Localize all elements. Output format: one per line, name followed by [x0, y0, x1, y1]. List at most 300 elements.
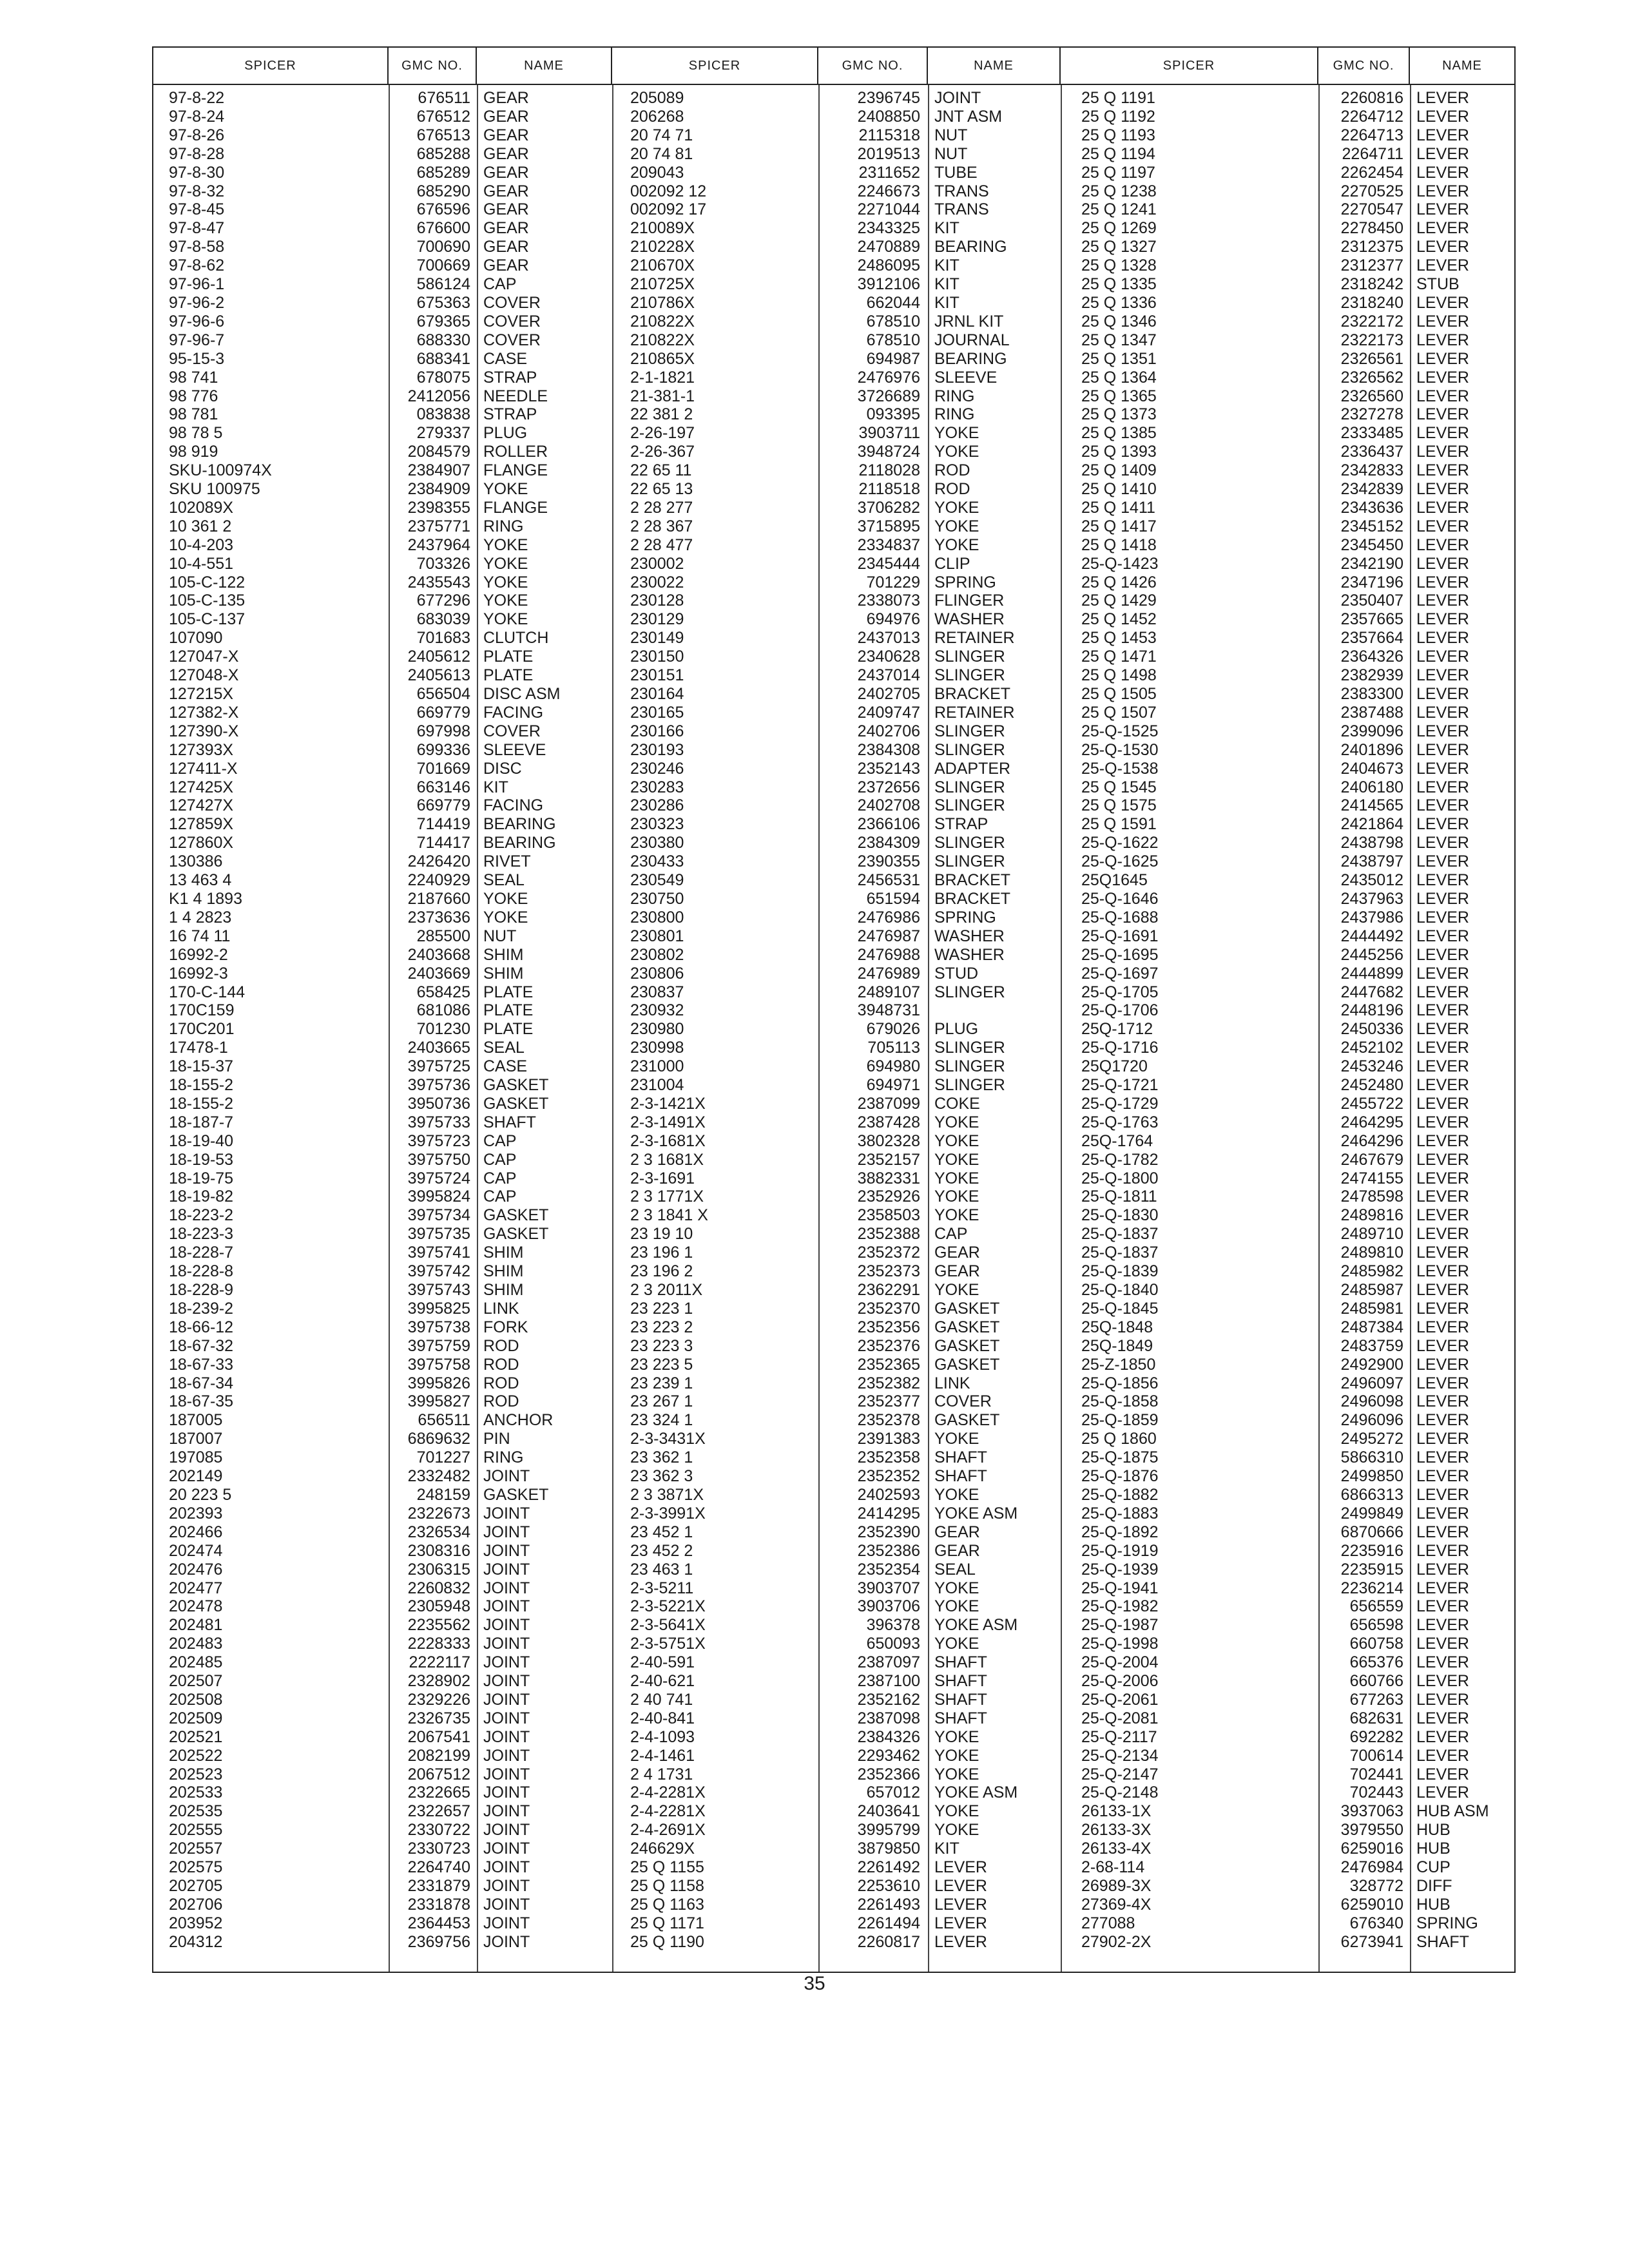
- spicer-part-number: 2-26-367: [630, 443, 695, 461]
- gmc-part-number: 701230: [416, 1020, 470, 1039]
- gmc-part-number: 2312377: [1340, 256, 1403, 275]
- spicer-part-number: 230246: [630, 759, 684, 778]
- gmc-part-number: 2403668: [407, 945, 470, 964]
- part-name: GASKET: [483, 1225, 549, 1244]
- spicer-part-number: 202474: [169, 1541, 223, 1560]
- spicer-part-number: 25 Q 1409: [1081, 461, 1157, 480]
- spicer-part-number: 18-187-7: [169, 1113, 234, 1131]
- spicer-part-number: 18-15-37: [169, 1057, 234, 1076]
- part-name: SHIM: [483, 945, 524, 964]
- gmc-part-number: 3979550: [1340, 1821, 1403, 1840]
- gmc-part-number: 679365: [416, 312, 470, 331]
- gmc-part-number: 3975759: [407, 1336, 470, 1355]
- spicer-part-number: 230128: [630, 591, 684, 610]
- spicer-part-number: 25-Q-1892: [1081, 1523, 1159, 1541]
- spicer-part-number: 25Q-1848: [1081, 1318, 1153, 1336]
- gmc-part-number: 3802328: [857, 1131, 920, 1150]
- gmc-part-number: 2352386: [857, 1541, 920, 1560]
- part-name: LEVER: [1416, 219, 1469, 238]
- parts-cross-reference-table: [152, 46, 1516, 1973]
- spicer-part-number: 127425X: [169, 778, 234, 796]
- spicer-part-number: 25 Q 1241: [1081, 200, 1157, 219]
- gmc-part-number: 2260816: [1340, 89, 1403, 107]
- part-name: PLATE: [483, 1020, 534, 1039]
- gmc-part-number: 2352390: [857, 1523, 920, 1541]
- spicer-part-number: 25 Q 1393: [1081, 443, 1157, 461]
- part-name: YOKE: [934, 1802, 979, 1821]
- part-name: LEVER: [1416, 759, 1469, 778]
- part-name: SHAFT: [934, 1448, 987, 1467]
- gmc-part-number: 2476989: [857, 964, 920, 983]
- part-name: LEVER: [934, 1858, 987, 1877]
- gmc-part-number: 2260817: [857, 1932, 920, 1951]
- spicer-part-number: 202476: [169, 1560, 223, 1579]
- panel2-gmc-column: [824, 89, 920, 1952]
- gmc-part-number: 2334837: [857, 535, 920, 554]
- part-name: SLINGER: [934, 1039, 1005, 1057]
- spicer-part-number: 2 3 2011X: [630, 1281, 703, 1299]
- gmc-part-number: 676600: [416, 219, 470, 238]
- gmc-part-number: 3903711: [858, 424, 920, 443]
- spicer-part-number: 25 Q 1163: [630, 1895, 704, 1914]
- part-name: JOINT: [483, 1709, 530, 1727]
- part-name: PLATE: [483, 648, 534, 666]
- spicer-part-number: 2-40-591: [630, 1653, 695, 1672]
- gmc-part-number: 2347196: [1340, 573, 1403, 591]
- spicer-part-number: 95-15-3: [169, 349, 225, 368]
- spicer-part-number: 202485: [169, 1653, 223, 1672]
- part-name: SHIM: [483, 1262, 524, 1281]
- spicer-part-number: 25-Q-1706: [1081, 1001, 1159, 1020]
- spicer-part-number: 18-67-34: [169, 1374, 234, 1392]
- part-name: GASKET: [934, 1336, 1000, 1355]
- spicer-part-number: 202466: [169, 1523, 223, 1541]
- spicer-part-number: 246629X: [630, 1840, 695, 1858]
- gmc-part-number: 2375771: [407, 517, 470, 535]
- gmc-part-number: 694976: [866, 610, 920, 629]
- part-name: LEVER: [1416, 629, 1469, 648]
- part-name: SLINGER: [934, 648, 1005, 666]
- gmc-part-number: 2404673: [1340, 759, 1403, 778]
- spicer-part-number: 97-96-7: [169, 331, 225, 349]
- spicer-part-number: 25-Q-1800: [1081, 1169, 1159, 1187]
- gmc-part-number: 2402705: [857, 685, 920, 703]
- part-name: PIN: [483, 1430, 510, 1448]
- gmc-part-number: 2455722: [1340, 1094, 1403, 1113]
- gmc-part-number: 3950736: [407, 1094, 470, 1113]
- spicer-part-number: 210822X: [630, 312, 695, 331]
- part-name: SHAFT: [934, 1467, 987, 1486]
- gmc-part-number: 2261493: [857, 1895, 920, 1914]
- spicer-part-number: 25-Q-1837: [1081, 1225, 1159, 1244]
- spicer-part-number: 25-Q-1530: [1081, 740, 1159, 759]
- part-name: LEVER: [1416, 1169, 1469, 1187]
- spicer-part-number: 210670X: [630, 256, 695, 275]
- part-name: STUD: [934, 964, 979, 983]
- part-name: LEVER: [1416, 349, 1469, 368]
- gmc-part-number: 2322172: [1340, 312, 1403, 331]
- part-name: CASE: [483, 349, 528, 368]
- spicer-part-number: 170C201: [169, 1020, 235, 1039]
- spicer-part-number: 25Q-1712: [1081, 1020, 1153, 1039]
- gmc-part-number: 657012: [866, 1783, 920, 1802]
- spicer-part-number: 202535: [169, 1802, 223, 1821]
- spicer-part-number: 230549: [630, 871, 684, 890]
- part-name: LEVER: [1416, 461, 1469, 480]
- part-name: RETAINER: [934, 703, 1015, 722]
- spicer-part-number: 2-40-841: [630, 1709, 695, 1727]
- gmc-part-number: 2438798: [1340, 834, 1403, 852]
- part-name: LEVER: [1416, 1430, 1469, 1448]
- gmc-part-number: 676340: [1349, 1914, 1403, 1932]
- gmc-part-number: 3975743: [407, 1281, 470, 1299]
- part-name: LEVER: [1416, 312, 1469, 331]
- part-name: SLEEVE: [483, 740, 546, 759]
- spicer-part-number: 210228X: [630, 238, 695, 256]
- gmc-part-number: 2390355: [857, 852, 920, 871]
- part-name: GASKET: [483, 1076, 549, 1095]
- spicer-part-number: 97-8-28: [169, 144, 225, 163]
- gmc-part-number: 2270547: [1340, 200, 1403, 219]
- spicer-part-number: 25 Q 1452: [1081, 610, 1157, 629]
- part-name: LEVER: [1416, 1076, 1469, 1095]
- part-name: NEEDLE: [483, 387, 548, 405]
- part-name: NUT: [934, 144, 968, 163]
- gmc-part-number: 2476976: [857, 368, 920, 387]
- spicer-part-number: 25-Q-1839: [1081, 1262, 1159, 1281]
- gmc-part-number: 682631: [1349, 1709, 1403, 1727]
- spicer-part-number: 202575: [169, 1858, 223, 1877]
- gmc-part-number: 2408850: [857, 107, 920, 126]
- part-name: YOKE: [934, 1150, 979, 1169]
- part-name: LEVER: [1416, 1485, 1469, 1504]
- part-name: YOKE: [934, 1485, 979, 1504]
- part-name: LEVER: [1416, 889, 1469, 908]
- part-name: JOINT: [483, 1541, 530, 1560]
- gmc-part-number: 2187660: [407, 889, 470, 908]
- part-name: NUT: [483, 927, 517, 945]
- gmc-part-number: 2485982: [1340, 1262, 1403, 1281]
- spicer-part-number: 25 Q 1575: [1081, 796, 1157, 815]
- gmc-part-number: 3937063: [1340, 1802, 1403, 1821]
- gmc-part-number: 2401896: [1340, 740, 1403, 759]
- gmc-part-number: 2270525: [1340, 182, 1403, 200]
- part-name: YOKE: [934, 1430, 979, 1448]
- part-name: SLINGER: [934, 1076, 1005, 1095]
- spicer-part-number: 97-96-2: [169, 293, 225, 312]
- gmc-part-number: 328772: [1349, 1877, 1403, 1895]
- part-name: SLINGER: [934, 852, 1005, 871]
- gmc-part-number: 2326561: [1340, 349, 1403, 368]
- spicer-part-number: 97-8-47: [169, 219, 225, 238]
- header-spicer-2: SPICER: [612, 46, 818, 85]
- spicer-part-number: 97-96-6: [169, 312, 225, 331]
- part-name: YOKE: [483, 889, 528, 908]
- part-name: FACING: [483, 703, 544, 722]
- spicer-part-number: 230802: [630, 945, 684, 964]
- spicer-part-number: 18-223-3: [169, 1225, 234, 1244]
- gmc-part-number: 2372656: [857, 778, 920, 796]
- spicer-part-number: 25-Q-1538: [1081, 759, 1159, 778]
- spicer-part-number: 98 741: [169, 368, 218, 387]
- gmc-part-number: 678075: [416, 368, 470, 387]
- part-name: WASHER: [934, 610, 1005, 629]
- part-name: YOKE: [934, 1281, 979, 1299]
- gmc-part-number: 3948731: [857, 1001, 920, 1020]
- part-name: SLINGER: [934, 1057, 1005, 1076]
- spicer-part-number: 203952: [169, 1914, 223, 1932]
- gmc-part-number: 2369756: [407, 1932, 470, 1951]
- part-name: RING: [934, 405, 975, 424]
- part-name: JOINT: [934, 89, 981, 107]
- part-name: DIFF: [1416, 1877, 1452, 1895]
- spicer-part-number: 230150: [630, 648, 684, 666]
- part-name: GEAR: [483, 200, 529, 219]
- part-name: LEVER: [1416, 1336, 1469, 1355]
- gmc-part-number: 2398355: [407, 498, 470, 517]
- part-name: YOKE ASM: [934, 1504, 1018, 1523]
- header-spicer-3: SPICER: [1061, 46, 1318, 85]
- gmc-part-number: 2485987: [1340, 1281, 1403, 1299]
- part-name: JOINT: [483, 1746, 530, 1765]
- part-name: BEARING: [934, 349, 1007, 368]
- spicer-part-number: 127382-X: [169, 703, 239, 722]
- gmc-part-number: 396378: [866, 1616, 920, 1635]
- part-name: FACING: [483, 796, 544, 815]
- spicer-part-number: 26989-3X: [1081, 1877, 1152, 1895]
- gmc-part-number: 677263: [1349, 1690, 1403, 1709]
- part-name: GEAR: [483, 144, 529, 163]
- spicer-part-number: 98 78 5: [169, 424, 223, 443]
- gmc-part-number: 2366106: [857, 815, 920, 834]
- part-name: LEVER: [1416, 1244, 1469, 1262]
- part-name: LEVER: [1416, 1001, 1469, 1020]
- part-name: SHAFT: [934, 1690, 987, 1709]
- part-name: JOINT: [483, 1560, 530, 1579]
- gmc-part-number: 2260832: [407, 1579, 470, 1597]
- gmc-part-number: 2352373: [857, 1262, 920, 1281]
- gmc-part-number: 697998: [416, 722, 470, 740]
- spicer-part-number: 25-Q-1941: [1081, 1579, 1159, 1597]
- part-name: GEAR: [483, 107, 529, 126]
- gmc-part-number: 685288: [416, 144, 470, 163]
- spicer-part-number: 2-3-5211: [630, 1579, 694, 1597]
- spicer-part-number: 230166: [630, 722, 684, 740]
- gmc-part-number: 2444899: [1340, 964, 1403, 983]
- part-name: ADAPTER: [934, 759, 1011, 778]
- spicer-part-number: 23 452 2: [630, 1541, 693, 1560]
- spicer-part-number: 127393X: [169, 740, 234, 759]
- part-name: JOINT: [483, 1802, 530, 1821]
- spicer-part-number: 27902-2X: [1081, 1932, 1152, 1951]
- spicer-part-number: 20 74 71: [630, 126, 693, 144]
- part-name: SLINGER: [934, 666, 1005, 685]
- part-name: KIT: [483, 778, 508, 796]
- part-name: LEVER: [1416, 1560, 1469, 1579]
- gmc-part-number: 2338073: [857, 591, 920, 610]
- spicer-part-number: 13 463 4: [169, 871, 232, 890]
- spicer-part-number: 97-8-45: [169, 200, 225, 219]
- gmc-part-number: 675363: [416, 293, 470, 312]
- part-name: YOKE: [934, 1169, 979, 1187]
- spicer-part-number: 25-Q-1622: [1081, 834, 1159, 852]
- part-name: LEVER: [1416, 1448, 1469, 1467]
- part-name: WASHER: [934, 945, 1005, 964]
- spicer-part-number: 25 Q 1346: [1081, 312, 1157, 331]
- part-name: KIT: [934, 1840, 959, 1858]
- part-name: YOKE: [483, 554, 528, 573]
- part-name: RING: [483, 517, 524, 535]
- gmc-part-number: 2352372: [857, 1244, 920, 1262]
- part-name: JOINT: [483, 1895, 530, 1914]
- spicer-part-number: 25 Q 1327: [1081, 238, 1157, 256]
- gmc-part-number: 2322173: [1340, 331, 1403, 349]
- spicer-part-number: 187007: [169, 1430, 223, 1448]
- part-name: STUB: [1416, 275, 1460, 294]
- panel1-gmc-column: [392, 89, 470, 1952]
- gmc-part-number: 2345450: [1340, 535, 1403, 554]
- spicer-part-number: 20 74 81: [630, 144, 693, 163]
- gmc-part-number: 660766: [1349, 1672, 1403, 1691]
- spicer-part-number: 202483: [169, 1635, 223, 1653]
- gmc-part-number: 3995824: [407, 1187, 470, 1206]
- gmc-part-number: 2331878: [407, 1895, 470, 1914]
- gmc-part-number: 669779: [416, 796, 470, 815]
- gmc-part-number: 683039: [416, 610, 470, 629]
- part-name: LEVER: [1416, 703, 1469, 722]
- part-name: LEVER: [1416, 554, 1469, 573]
- column-divider: [477, 85, 478, 1972]
- part-name: LEVER: [1416, 1094, 1469, 1113]
- gmc-part-number: 2452480: [1340, 1076, 1403, 1095]
- spicer-part-number: 127390-X: [169, 722, 239, 740]
- part-name: LEVER: [1416, 1709, 1469, 1727]
- part-name: GEAR: [483, 238, 529, 256]
- spicer-part-number: 25 Q 1364: [1081, 368, 1157, 387]
- gmc-part-number: 2329226: [407, 1690, 470, 1709]
- spicer-part-number: 25 Q 1336: [1081, 293, 1157, 312]
- spicer-part-number: 230800: [630, 908, 684, 927]
- spicer-part-number: 2-3-3991X: [630, 1504, 706, 1523]
- spicer-part-number: 18-19-53: [169, 1150, 234, 1169]
- gmc-part-number: 2464296: [1340, 1131, 1403, 1150]
- gmc-part-number: 2412056: [407, 387, 470, 405]
- part-name: LEVER: [1416, 1206, 1469, 1225]
- part-name: LEVER: [1416, 1318, 1469, 1336]
- gmc-part-number: 651594: [866, 889, 920, 908]
- part-name: JOINT: [483, 1653, 530, 1672]
- spicer-part-number: 230380: [630, 834, 684, 852]
- gmc-part-number: 2489816: [1340, 1206, 1403, 1225]
- gmc-part-number: 3879850: [857, 1840, 920, 1858]
- gmc-part-number: 3995799: [857, 1821, 920, 1840]
- spicer-part-number: 21-381-1: [630, 387, 695, 405]
- spicer-part-number: 25 Q 1190: [630, 1932, 704, 1951]
- gmc-part-number: 2384326: [857, 1727, 920, 1746]
- spicer-part-number: 210822X: [630, 331, 695, 349]
- part-name: RING: [483, 1448, 524, 1467]
- spicer-part-number: 25 Q 1328: [1081, 256, 1157, 275]
- part-name: YOKE: [934, 1597, 979, 1616]
- part-name: LEVER: [1416, 1262, 1469, 1281]
- spicer-part-number: 2-68-114: [1081, 1858, 1145, 1877]
- part-name: LEVER: [1416, 1020, 1469, 1039]
- gmc-part-number: 676513: [416, 126, 470, 144]
- part-name: LEVER: [1416, 796, 1469, 815]
- gmc-part-number: 2352143: [857, 759, 920, 778]
- gmc-part-number: 678510: [866, 331, 920, 349]
- panel1-spicer-column: [169, 89, 381, 1952]
- part-name: LEVER: [1416, 1374, 1469, 1392]
- part-name: SEAL: [483, 1039, 525, 1057]
- part-name: LEVER: [1416, 256, 1469, 275]
- spicer-part-number: 16 74 11: [169, 927, 231, 945]
- spicer-part-number: 127047-X: [169, 648, 239, 666]
- spicer-part-number: 23 239 1: [630, 1374, 693, 1392]
- part-name: COVER: [483, 312, 541, 331]
- spicer-part-number: 25-Q-2081: [1081, 1709, 1159, 1727]
- spicer-part-number: 97-8-24: [169, 107, 225, 126]
- spicer-part-number: 25 Q 1507: [1081, 703, 1157, 722]
- part-name: LEVER: [1416, 666, 1469, 685]
- gmc-part-number: 2336437: [1340, 443, 1403, 461]
- gmc-part-number: 2384309: [857, 834, 920, 852]
- part-name: GEAR: [483, 182, 529, 200]
- part-name: LEVER: [1416, 927, 1469, 945]
- part-name: LEVER: [1416, 1746, 1469, 1765]
- gmc-part-number: 2476987: [857, 927, 920, 945]
- spicer-part-number: 2-3-1491X: [630, 1113, 706, 1131]
- gmc-part-number: 2453246: [1340, 1057, 1403, 1076]
- spicer-part-number: 97-8-30: [169, 163, 225, 182]
- gmc-part-number: 2387097: [857, 1653, 920, 1672]
- part-name: YOKE: [934, 517, 979, 535]
- part-name: LEVER: [934, 1895, 987, 1914]
- spicer-part-number: 130386: [169, 852, 223, 871]
- panel3-gmc-column: [1321, 89, 1403, 1952]
- part-name: SPRING: [934, 573, 996, 591]
- spicer-part-number: 25-Q-1423: [1081, 554, 1159, 573]
- gmc-part-number: 2450336: [1340, 1020, 1403, 1039]
- gmc-part-number: 2383300: [1340, 685, 1403, 703]
- gmc-part-number: 2235916: [1340, 1541, 1403, 1560]
- spicer-part-number: 16992-3: [169, 964, 228, 983]
- part-name: BEARING: [483, 834, 556, 852]
- part-name: SLINGER: [934, 796, 1005, 815]
- gmc-part-number: 2246673: [857, 182, 920, 200]
- spicer-part-number: 2-3-5751X: [630, 1635, 706, 1653]
- part-name: SHIM: [483, 1244, 524, 1262]
- spicer-part-number: 202507: [169, 1672, 223, 1691]
- gmc-part-number: 2326735: [407, 1709, 470, 1727]
- spicer-part-number: 23 19 10: [630, 1225, 693, 1244]
- part-name: SLINGER: [934, 740, 1005, 759]
- part-name: ROD: [934, 461, 970, 480]
- spicer-part-number: 202555: [169, 1821, 223, 1840]
- spicer-part-number: 127411-X: [169, 759, 238, 778]
- spicer-part-number: 105-C-122: [169, 573, 246, 591]
- gmc-part-number: 2499850: [1340, 1467, 1403, 1486]
- spicer-part-number: 25-Q-2061: [1081, 1690, 1159, 1709]
- gmc-part-number: 2264740: [407, 1858, 470, 1877]
- spicer-part-number: 98 919: [169, 443, 218, 461]
- part-name: LEVER: [1416, 648, 1469, 666]
- part-name: LINK: [483, 1299, 519, 1318]
- part-name: ROD: [483, 1392, 519, 1411]
- spicer-part-number: 202706: [169, 1895, 223, 1914]
- part-name: LEVER: [1416, 815, 1469, 834]
- spicer-part-number: 25 Q 1410: [1081, 480, 1157, 499]
